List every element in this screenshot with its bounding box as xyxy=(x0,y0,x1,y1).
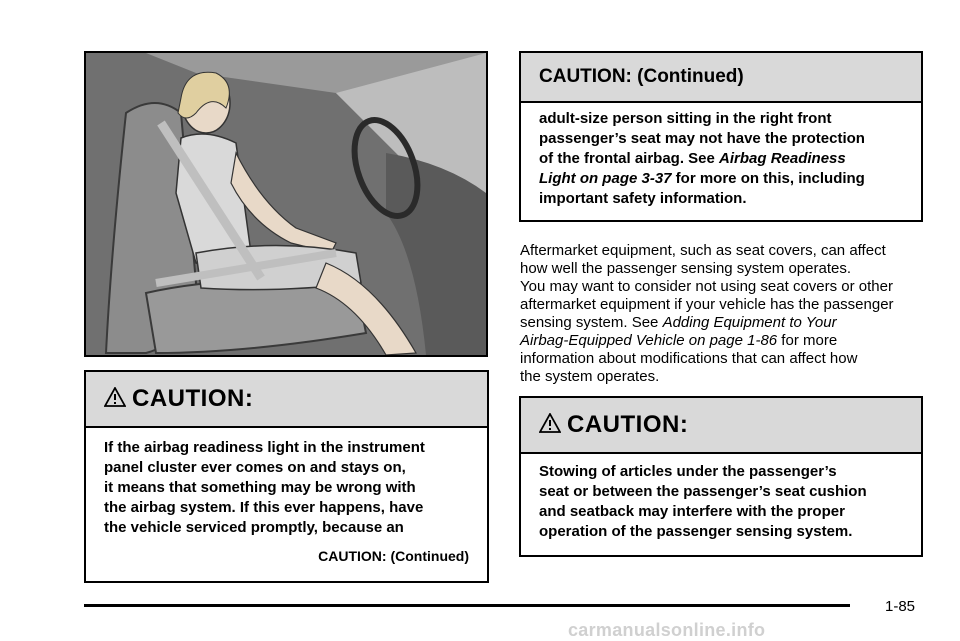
caution-text: for more on this, including xyxy=(671,170,865,187)
passenger-seat-illustration xyxy=(84,51,488,357)
text-line: for more xyxy=(777,332,838,349)
caution-body xyxy=(521,454,921,542)
caution-line: passenger’s seat may not have the protection xyxy=(539,130,865,147)
caution-line: it means that something may be wrong with xyxy=(104,479,416,496)
text-line: Aftermarket equipment, such as seat covers, can affect xyxy=(520,242,886,259)
caution-line: If the airbag readiness light in the instrument xyxy=(104,439,425,456)
passenger-illustration-svg xyxy=(86,53,486,355)
caution-line: the airbag system. If this ever happens, have xyxy=(104,499,424,516)
adding-equipment-link[interactable]: Airbag-Equipped Vehicle on page 1-86 xyxy=(520,332,778,349)
footer-rule xyxy=(84,604,850,607)
caution-continued-label: CAUTION: (Continued) xyxy=(318,548,469,564)
page-number: 1-85 xyxy=(885,598,916,615)
paragraph xyxy=(520,278,930,386)
caution-line: seat or between the passenger’s seat cushion xyxy=(539,483,867,500)
caution-title: CAUTION: xyxy=(567,411,689,438)
caution-text: of the frontal airbag. See xyxy=(539,150,720,167)
caution-box-continued xyxy=(519,51,923,222)
caution-line: panel cluster ever comes on and stays on, xyxy=(104,459,406,476)
caution-header xyxy=(521,53,921,103)
caution-body xyxy=(521,103,921,209)
paragraph xyxy=(520,242,930,278)
caution-box-stowing xyxy=(519,396,923,557)
caution-line: adult-size person sitting in the right front xyxy=(539,110,832,127)
airbag-readiness-link[interactable]: Light on page 3-37 xyxy=(539,170,672,187)
caution-header xyxy=(521,398,921,454)
warning-triangle-icon xyxy=(539,413,561,438)
caution-line: the vehicle serviced promptly, because an xyxy=(104,519,404,536)
caution-line: Stowing of articles under the passenger’s xyxy=(539,463,837,480)
caution-box-airbag-light xyxy=(84,370,489,583)
warning-triangle-icon xyxy=(104,387,126,412)
caution-line xyxy=(539,169,903,189)
caution-title: CAUTION: (Continued) xyxy=(539,66,744,87)
caution-body xyxy=(86,428,487,566)
caution-line xyxy=(539,149,903,169)
text-line: how well the passenger sensing system operates. xyxy=(520,260,852,277)
body-text xyxy=(520,242,930,386)
airbag-readiness-link[interactable]: Airbag Readiness xyxy=(719,150,846,167)
caution-header xyxy=(86,372,487,428)
text-line: sensing system. See xyxy=(520,314,663,331)
caution-line: operation of the passenger sensing system. xyxy=(539,523,853,540)
adding-equipment-link[interactable]: Adding Equipment to Your xyxy=(662,314,837,331)
text-line: aftermarket equipment if your vehicle has the passenger xyxy=(520,296,894,313)
text-line: the system operates. xyxy=(520,368,660,385)
caution-line: important safety information. xyxy=(539,190,747,207)
caution-line: and seatback may interfere with the proper xyxy=(539,503,845,520)
watermark: carmanualsonline.info xyxy=(568,620,766,640)
text-line: You may want to consider not using seat covers or other xyxy=(520,278,893,295)
text-line: information about modifications that can affect how xyxy=(520,350,858,367)
caution-title: CAUTION: xyxy=(132,385,254,412)
